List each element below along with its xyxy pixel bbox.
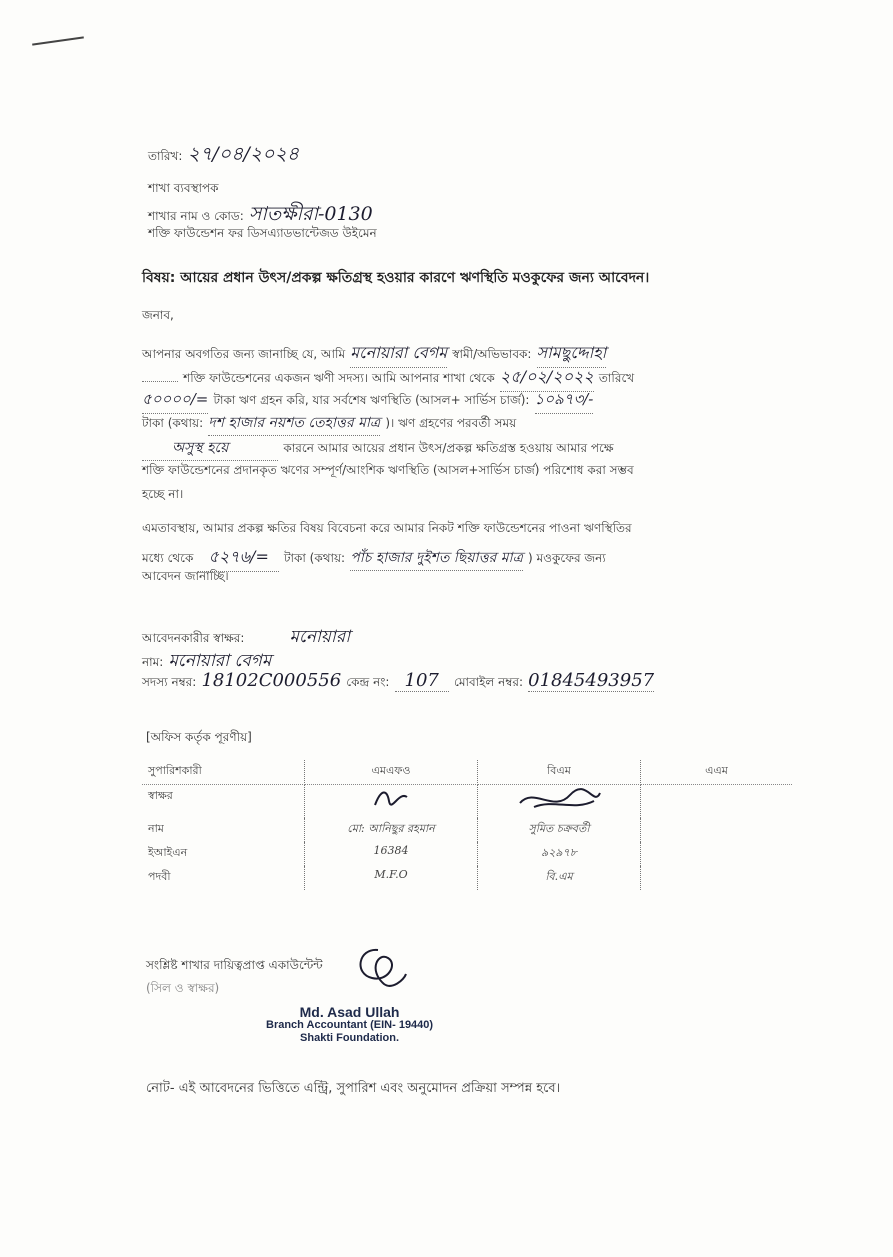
bm-signature — [478, 785, 641, 819]
bm-signature-mark — [514, 787, 604, 813]
table-row — [142, 842, 792, 866]
body-line-5 — [142, 436, 614, 461]
recipient-title: শাখা ব্যবস্থাপক — [148, 181, 219, 195]
col-bm: বিএম — [478, 760, 641, 785]
stamp-org: Shakti Foundation. — [300, 1032, 400, 1044]
bm-name: সুমিত চক্রবর্তী — [478, 818, 641, 842]
am-cell — [641, 785, 793, 819]
body-text: টাকা ঋণ গ্রহন করি, যার সর্বশেষ ঋণস্থিতি (আসল+ সার্ভিস চার্জ): — [213, 393, 530, 407]
accountant-line: সংশ্লিষ্ট শাখার দায়িত্বপ্রাপ্ত একাউন্টেন্ট — [146, 958, 323, 972]
member-number: 18102C000556 — [201, 670, 342, 691]
body-text: কারনে আমার আয়ের প্রধান উৎস/প্রকল্প ক্ষতিগ্রস্ত হওয়ায় আমার পক্ষে — [283, 441, 614, 455]
salutation: জনাব, — [142, 308, 174, 322]
body-text: )। ঋণ গ্রহণের পরবর্তী সময় — [385, 416, 517, 430]
mfo-signature — [305, 785, 478, 819]
col-recommender: সুপারিশকারী — [142, 760, 305, 785]
row-label: ইআইএন — [142, 842, 305, 866]
bm-ein: ৯২৯৭৮ — [478, 842, 641, 866]
body-text: টাকা (কথায়: — [142, 416, 204, 430]
guardian-name-hand: সামছুদ্দোহা — [537, 340, 607, 368]
body-text: মধ্যে থেকে — [142, 551, 194, 565]
table-row — [142, 866, 792, 890]
applicant-name-value: মনোয়ারা বেগম — [168, 651, 272, 671]
stamp-title: Branch Accountant (EIN- 19440) — [266, 1019, 434, 1031]
branch-value: সাতক্ষীরা-0130 — [248, 203, 373, 225]
row-label: নাম — [142, 818, 305, 842]
mfo-ein: 16384 — [305, 842, 478, 866]
center-number: 107 — [395, 670, 449, 692]
blank-dots — [142, 381, 178, 382]
bm-designation: বি.এম — [478, 866, 641, 890]
mobile-number: 01845493957 — [528, 670, 655, 691]
balance-hand: ১০৯৭৩/- — [535, 388, 594, 414]
waiver-words-hand: পাঁচ হাজার দুইশত ছিয়াত্তর মাত্র — [350, 546, 523, 571]
body-text: টাকা (কথায়: — [283, 551, 346, 565]
applicant-signature: মনোয়ারা — [289, 627, 351, 647]
accountant-stamp — [266, 1006, 433, 1045]
body-line-10: আবেদন জানাচ্ছি। — [142, 569, 229, 583]
am-cell — [641, 866, 793, 890]
date-value: ২৭/০৪/২০২৪ — [187, 143, 300, 165]
mobile-label: মোবাইল নম্বর: — [453, 675, 524, 689]
office-heading: [অফিস কর্তৃক পূরণীয়] — [146, 730, 252, 744]
body-text: স্বামী/অভিভাবক: — [452, 347, 532, 361]
loan-amount-hand: ৫০০০০/= — [142, 388, 208, 414]
reason-hand: অসুস্থ হয়ে — [142, 436, 278, 461]
seal-signature-label: (সিল ও স্বাক্ষর) — [146, 981, 220, 995]
office-review-table — [142, 760, 792, 890]
stamp-name: Md. Asad Ullah — [299, 1004, 400, 1020]
row-label: স্বাক্ষর — [142, 785, 305, 819]
mfo-name: মো: আনিছুর রহমান — [305, 818, 478, 842]
table-row — [142, 818, 792, 842]
body-line-4 — [142, 411, 516, 436]
signature-label: আবেদনকারীর স্বাক্ষর: — [142, 631, 245, 645]
pen-mark — [32, 36, 84, 45]
body-line-7: হচ্ছে না। — [142, 487, 184, 501]
table-row — [142, 785, 792, 819]
body-line-8: এমতাবস্থায়, আমার প্রকল্প ক্ষতির বিষয় বিবেচনা করে আমার নিকট শক্তি ফাউন্ডেশনের পাওনা ঋণস্থিতির — [142, 521, 632, 535]
organization-name: শক্তি ফাউন্ডেশন ফর ডিসএ্যাডভান্টেজড উইমেন — [148, 226, 377, 240]
footnote: নোট- এই আবেদনের ভিত্তিতে এন্ট্রি, সুপারিশ এবং অনুমোদন প্রক্রিয়া সম্পন্ন হবে। — [146, 1081, 561, 1096]
member-label: সদস্য নম্বর: — [142, 675, 197, 689]
applicant-ids-line — [142, 670, 654, 694]
date-label: তারিখ: — [148, 149, 183, 163]
applicant-name-hand: মনোয়ারা বেগম — [350, 340, 447, 368]
mfo-designation: M.F.O — [305, 866, 478, 890]
body-text: শক্তি ফাউন্ডেশনের একজন ঋণী সদস্য। আমি আপনার শাখা থেকে — [183, 371, 495, 385]
center-label: কেন্দ্র নং: — [346, 675, 390, 689]
am-cell — [641, 842, 793, 866]
am-cell — [641, 818, 793, 842]
name-label: নাম: — [142, 655, 164, 669]
subject-line: বিষয়: আয়ের প্রধান উৎস/প্রকল্প ক্ষতিগ্রস্থ হওয়ার কারণে ঋণস্থিতি মওকুফের জন্য আবেদন। — [142, 270, 650, 286]
table-header-row — [142, 760, 792, 785]
col-mfo: এমএফও — [305, 760, 478, 785]
balance-words-hand: দশ হাজার নয়শত তেহাত্তর মাত্র — [208, 411, 380, 436]
row-label: পদবী — [142, 866, 305, 890]
mfo-signature-mark — [371, 787, 411, 809]
body-line-6: শক্তি ফাউন্ডেশনের প্রদানকৃত ঋণের সম্পূর্ণ/আংশিক ঋণস্থিতি (আসল+সার্ভিস চার্জ) পরিশোধ করা সম্ভব — [142, 463, 634, 477]
col-am: এএম — [641, 760, 793, 785]
branch-label: শাখার নাম ও কোড: — [148, 209, 244, 223]
date-line — [148, 140, 299, 172]
body-text: ) মওকুফের জন্য — [527, 551, 606, 565]
body-text: আপনার অবগতির জন্য জানাচ্ছি যে, আমি — [142, 347, 346, 361]
body-text: তারিখে — [598, 371, 635, 385]
loan-date-hand: ২৫/০২/২০২২ — [500, 364, 594, 392]
waiver-amount-hand: ৫২৭৬/= — [198, 544, 278, 572]
accountant-signature — [348, 944, 408, 990]
